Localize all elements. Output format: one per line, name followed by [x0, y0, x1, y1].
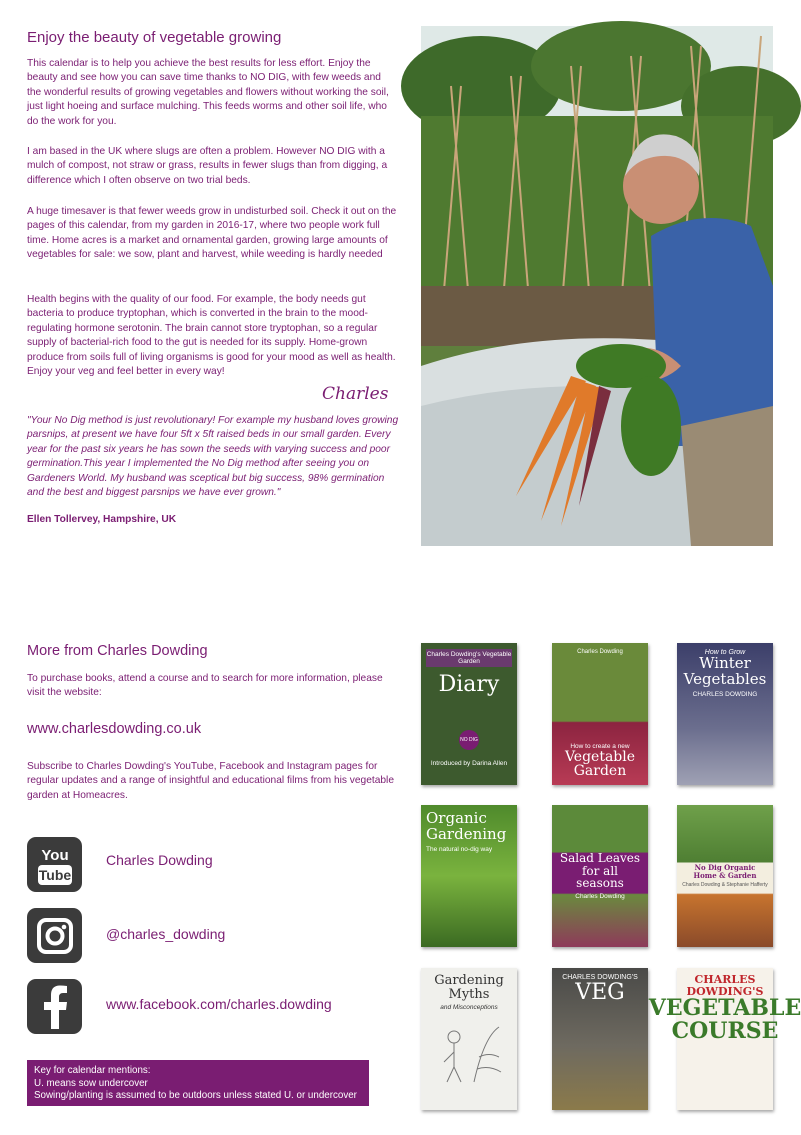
book-top: Charles Dowding's Vegetable Garden: [426, 651, 512, 665]
testimonial-author: Ellen Tollervey, Hampshire, UK: [27, 514, 177, 525]
page-heading: Enjoy the beauty of vegetable growing: [27, 29, 282, 46]
sketch-illustration: [429, 1017, 509, 1087]
testimonial-quote: "Your No Dig method is just revolutionary! For example my husband loves growing parsnips, at present we have four 5ft x 5ft raised beds in our small garden. Every year for the past six years he has sown the seeds with varying success and poor germination.This year I implemented the No Dig method after seeing you on Gardeners World. My husband was sceptical but big success, 98% germination and the best and biggest parsnips we have ever grown.": [27, 415, 399, 499]
book-sub: How to create a new: [570, 742, 630, 750]
book-cover-veg[interactable]: [552, 968, 648, 1110]
book-cover-organic-gardening[interactable]: [421, 805, 517, 947]
key-line-1: Key for calendar mentions:: [34, 1065, 151, 1076]
book-title: Gardening Myths: [434, 973, 504, 1002]
key-line-2: U. means sow undercover: [34, 1077, 148, 1089]
book-cover-gardening-myths[interactable]: [421, 968, 517, 1110]
intro-paragraph-3: A huge timesaver is that fewer weeds grow in undisturbed soil. Check it out on the pages of this calendar, from my garden in 2016-17, where two people work full time. Home acres is a market and ornamental garden, growing large amounts of vegetables for sale: we sow, plant and harvest, while weeding is hardly needed: [27, 206, 397, 261]
book-title: Organic Gardening: [426, 809, 507, 843]
website-link[interactable]: www.charlesdowding.co.uk: [27, 721, 202, 737]
svg-text:You: You: [40, 846, 69, 864]
calendar-key: [27, 1060, 369, 1106]
book-sub: CHARLES DOWDING: [692, 690, 758, 698]
youtube-icon[interactable]: [27, 837, 82, 892]
svg-text:Tube: Tube: [38, 866, 71, 883]
book-top: Charles Dowding: [577, 649, 623, 655]
book-cover-diary[interactable]: [421, 643, 517, 785]
book-title: Winter Vegetables: [683, 654, 767, 688]
book-sub: and Misconceptions: [440, 1004, 498, 1012]
book-title: VEG: [575, 980, 625, 1005]
book-title: Diary: [438, 672, 500, 697]
intro-paragraph-1: This calendar is to help you achieve the best results for less effort. Enjoy the beauty and see how you can save time thanks to NO DIG, with few weeds and the wonderful results of growing vegetables and flowers without working the soil, just light hoeing and surface mulching. This feeds worms and other soil life, who do the work for you.: [27, 58, 389, 127]
book-cover-winter-vegetables[interactable]: [677, 643, 773, 785]
instagram-label[interactable]: @charles_dowding: [106, 926, 226, 942]
subscribe-text: Subscribe to Charles Dowding's YouTube, Facebook and Instagram pages for regular updates and a range of insightful and educational films from his vegetable garden at Homeacres.: [27, 761, 394, 801]
book-top: CHARLES DOWDING'S: [562, 974, 638, 981]
book-sub: Introduced by Darina Allen: [430, 760, 508, 768]
book-title: VEGETABLE COURSE: [648, 995, 801, 1045]
key-line-3: Sowing/planting is assumed to be outdoors unless stated U. or undercover: [34, 1090, 357, 1102]
book-sub: Charles Dowding & Stephanie Hafferty: [682, 881, 768, 888]
more-heading: More from Charles Dowding: [27, 643, 208, 659]
intro-paragraph-2: I am based in the UK where slugs are often a problem. However NO DIG with a mulch of compost, not straw or grass, results in fewer slugs than from digging, a difference which I often observe on two trial beds.: [27, 146, 388, 186]
no-dig-badge: NO DIG: [459, 730, 479, 750]
gardener-photo: [421, 26, 773, 546]
signature: Charles: [322, 384, 389, 404]
intro-paragraph-4: Health begins with the quality of our food. For example, the body needs gut bacteria to produce tryptophan, which is converted in the brain to the mood-regulating hormone serotonin. The brain cannot store tryptophan, so a regular supply of bacterial-rich food to the gut is needed for its supply. Home-grown produce from soils full of living organisms is good for your mood as well as health. Enjoy your veg and feel better in every way!: [27, 294, 396, 378]
book-cover-vegetable-course[interactable]: [648, 968, 801, 1110]
book-top: CHARLES DOWDING'S: [686, 973, 764, 998]
book-title: Salad Leaves for all seasons: [559, 851, 641, 891]
instagram-icon[interactable]: [27, 908, 82, 963]
book-top: How to Grow: [704, 649, 746, 656]
book-title: Vegetable Garden: [564, 748, 636, 780]
book-cover-vegetable-garden[interactable]: [552, 643, 648, 785]
youtube-label[interactable]: Charles Dowding: [106, 852, 213, 868]
book-sub: The natural no-dig way: [426, 845, 493, 853]
book-sub: Charles Dowding: [575, 892, 625, 900]
purchase-text: To purchase books, attend a course and to search for more information, please visit the website:: [27, 673, 383, 699]
facebook-label[interactable]: www.facebook.com/charles.dowding: [106, 996, 332, 1012]
book-title: No Dig Organic Home & Garden: [693, 863, 757, 880]
book-cover-no-dig-home-garden[interactable]: [677, 805, 773, 947]
book-cover-salad-leaves[interactable]: [552, 805, 648, 947]
facebook-icon[interactable]: [27, 979, 82, 1034]
